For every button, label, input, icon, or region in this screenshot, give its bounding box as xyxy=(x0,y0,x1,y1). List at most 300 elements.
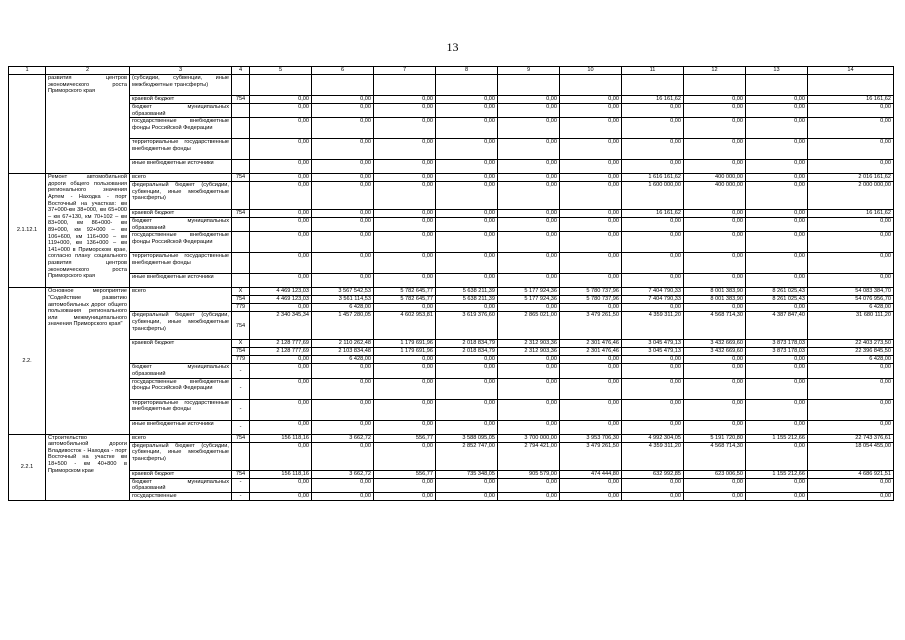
block2-row xyxy=(9,253,894,274)
value-cell-col12: 0,00 xyxy=(684,160,746,174)
value-cell-col6: 0,00 xyxy=(312,104,374,118)
value-cell-col12: 0,00 xyxy=(684,253,746,274)
value-cell-col10: 5 780 737,96 xyxy=(560,296,622,304)
header-col-8: 8 xyxy=(436,67,498,75)
value-cell-col10: 0,00 xyxy=(560,104,622,118)
value-cell-col9: 0,00 xyxy=(498,492,560,500)
funding-source-cell: федеральный бюджет (субсидии, субвенции, иные межбюджетные трансферты) xyxy=(130,442,232,470)
value-cell-col9: 2 312 903,36 xyxy=(498,340,560,348)
value-cell-col8: 0,00 xyxy=(436,399,498,420)
value-cell-col10: 3 479 261,50 xyxy=(560,312,622,340)
grbs-cell xyxy=(232,218,250,232)
value-cell-col5: 4 469 123,03 xyxy=(250,296,312,304)
value-cell-col10: 0,00 xyxy=(560,378,622,399)
value-cell-col6: 3 567 542,53 xyxy=(312,288,374,296)
value-cell-col10: 0,00 xyxy=(560,420,622,434)
value-cell-col10: 0,00 xyxy=(560,253,622,274)
funding-source-cell: территориальные государственные внебюджетные фонды xyxy=(130,139,232,160)
value-cell-col11: 0,00 xyxy=(622,492,684,500)
header-col-7: 7 xyxy=(374,67,436,75)
value-cell-col12: 0,00 xyxy=(684,492,746,500)
value-cell-col13: 0,00 xyxy=(746,304,808,312)
value-cell-col14: 0,00 xyxy=(808,232,894,253)
value-cell-col12: 3 432 669,60 xyxy=(684,348,746,356)
value-cell-col8: 0,00 xyxy=(436,232,498,253)
grbs-cell: 754 xyxy=(232,174,250,182)
value-cell-col6 xyxy=(312,75,374,96)
value-cell-col11: 0,00 xyxy=(622,218,684,232)
value-cell-col8: 0,00 xyxy=(436,160,498,174)
value-cell-col8: 2 018 834,79 xyxy=(436,348,498,356)
value-cell-col12 xyxy=(684,75,746,96)
value-cell-col12: 3 432 669,60 xyxy=(684,340,746,348)
grbs-cell: - xyxy=(232,420,250,434)
funding-source-cell: краевой бюджет xyxy=(130,210,232,218)
value-cell-col6: 0,00 xyxy=(312,442,374,470)
grbs-cell: - xyxy=(232,492,250,500)
value-cell-col7: 0,00 xyxy=(374,160,436,174)
value-cell-col5: 2 128 777,69 xyxy=(250,348,312,356)
grbs-cell xyxy=(232,442,250,470)
value-cell-col12: 8 001 383,90 xyxy=(684,288,746,296)
block2-row xyxy=(9,174,894,182)
value-cell-col12: 623 006,50 xyxy=(684,470,746,478)
value-cell-col6: 3 662,72 xyxy=(312,470,374,478)
value-cell-col10: 474 444,80 xyxy=(560,470,622,478)
value-cell-col12: 0,00 xyxy=(684,356,746,364)
value-cell-col11: 0,00 xyxy=(622,104,684,118)
value-cell-col14: 0,00 xyxy=(808,218,894,232)
value-cell-col9: 0,00 xyxy=(498,356,560,364)
value-cell-col8: 5 638 211,39 xyxy=(436,288,498,296)
value-cell-col14: 2 000 000,00 xyxy=(808,182,894,210)
value-cell-col10: 0,00 xyxy=(560,232,622,253)
funding-source-cell: бюджет муниципальных образований xyxy=(130,478,232,492)
value-cell-col13: 0,00 xyxy=(746,96,808,104)
value-cell-col7: 556,77 xyxy=(374,470,436,478)
value-cell-col10: 0,00 xyxy=(560,174,622,182)
value-cell-col9: 2 312 903,36 xyxy=(498,348,560,356)
value-cell-col7: 0,00 xyxy=(374,118,436,139)
value-cell-col12: 0,00 xyxy=(684,96,746,104)
value-cell-col10: 0,00 xyxy=(560,274,622,288)
value-cell-col7: 0,00 xyxy=(374,104,436,118)
block3-federal-row xyxy=(9,312,894,340)
grbs-cell xyxy=(232,232,250,253)
value-cell-col9: 0,00 xyxy=(498,174,560,182)
block3-row xyxy=(9,364,894,378)
value-cell-col12: 5 191 720,80 xyxy=(684,434,746,442)
value-cell-col12: 8 001 383,90 xyxy=(684,296,746,304)
value-cell-col14: 0,00 xyxy=(808,420,894,434)
grbs-cell: - xyxy=(232,378,250,399)
header-col-4: 4 xyxy=(232,67,250,75)
value-cell-col7: 0,00 xyxy=(374,139,436,160)
value-cell-col13: 0,00 xyxy=(746,442,808,470)
value-cell-col5: 2 340 345,34 xyxy=(250,312,312,340)
value-cell-col11: 0,00 xyxy=(622,304,684,312)
value-cell-col11: 0,00 xyxy=(622,378,684,399)
value-cell-col10: 0,00 xyxy=(560,118,622,139)
value-cell-col10: 0,00 xyxy=(560,96,622,104)
header-col-10: 10 xyxy=(560,67,622,75)
value-cell-col9: 0,00 xyxy=(498,364,560,378)
value-cell-col6: 2 103 834,48 xyxy=(312,348,374,356)
value-cell-col5: 0,00 xyxy=(250,160,312,174)
value-cell-col12: 0,00 xyxy=(684,304,746,312)
block2-row xyxy=(9,218,894,232)
header-col-6: 6 xyxy=(312,67,374,75)
value-cell-col7: 0,00 xyxy=(374,420,436,434)
value-cell-col13: 0,00 xyxy=(746,104,808,118)
value-cell-col11: 3 045 479,13 xyxy=(622,348,684,356)
value-cell-col7: 0,00 xyxy=(374,210,436,218)
value-cell-col14: 0,00 xyxy=(808,160,894,174)
value-cell-col13: 0,00 xyxy=(746,160,808,174)
value-cell-col12: 0,00 xyxy=(684,364,746,378)
value-cell-col8: 0,00 xyxy=(436,420,498,434)
value-cell-col13: 0,00 xyxy=(746,174,808,182)
value-cell-col13: 0,00 xyxy=(746,356,808,364)
value-cell-col6: 0,00 xyxy=(312,420,374,434)
value-cell-col14: 0,00 xyxy=(808,492,894,500)
value-cell-col12: 0,00 xyxy=(684,274,746,288)
funding-source-cell: краевой бюджет xyxy=(130,340,232,364)
value-cell-col13: 0,00 xyxy=(746,218,808,232)
value-cell-col7: 1 179 691,96 xyxy=(374,340,436,348)
value-cell-col11: 1 600 000,00 xyxy=(622,182,684,210)
value-cell-col11: 0,00 xyxy=(622,420,684,434)
grbs-cell: 779 xyxy=(232,356,250,364)
value-cell-col9: 0,00 xyxy=(498,478,560,492)
value-cell-col9: 0,00 xyxy=(498,210,560,218)
value-cell-col5: 0,00 xyxy=(250,478,312,492)
value-cell-col9: 0,00 xyxy=(498,139,560,160)
funding-source-cell: всего xyxy=(130,434,232,442)
value-cell-col11: 0,00 xyxy=(622,478,684,492)
value-cell-col8: 0,00 xyxy=(436,118,498,139)
value-cell-col13: 4 387 847,40 xyxy=(746,312,808,340)
value-cell-col10: 2 301 476,46 xyxy=(560,340,622,348)
grbs-cell: 754 xyxy=(232,96,250,104)
value-cell-col13: 1 155 212,66 xyxy=(746,434,808,442)
block2-row xyxy=(9,232,894,253)
value-cell-col7: 0,00 xyxy=(374,378,436,399)
value-cell-col5: 0,00 xyxy=(250,118,312,139)
funding-source-cell: государственные xyxy=(130,492,232,500)
header-col-3: 3 xyxy=(130,67,232,75)
funding-source-cell: (субсидии, субвенции, иные межбюджетные трансферты) xyxy=(130,75,232,96)
value-cell-col8: 0,00 xyxy=(436,104,498,118)
block3-name-cell: Основное мероприятие "Содействие развитию автомобильных дорог общего пользования регионального или межмуниципального значения Приморского края" xyxy=(46,288,130,434)
value-cell-col7: 0,00 xyxy=(374,356,436,364)
funding-source-cell: бюджет муниципальных образований xyxy=(130,364,232,378)
value-cell-col6: 1 457 280,05 xyxy=(312,312,374,340)
funding-source-cell: федеральный бюджет (субсидии, субвенции, иные межбюджетные трансферты) xyxy=(130,312,232,340)
value-cell-col14: 0,00 xyxy=(808,104,894,118)
value-cell-col6: 6 428,00 xyxy=(312,304,374,312)
value-cell-col8: 0,00 xyxy=(436,274,498,288)
value-cell-col12: 4 568 714,30 xyxy=(684,442,746,470)
block3-code-cell: 2.2. xyxy=(9,288,46,434)
block1-row xyxy=(9,75,894,96)
grbs-cell: 754 xyxy=(232,210,250,218)
value-cell-col7: 0,00 xyxy=(374,182,436,210)
budget-table xyxy=(8,66,894,501)
value-cell-col6: 0,00 xyxy=(312,96,374,104)
value-cell-col14: 0,00 xyxy=(808,253,894,274)
value-cell-col9: 0,00 xyxy=(498,182,560,210)
value-cell-col6: 0,00 xyxy=(312,232,374,253)
value-cell-col10: 0,00 xyxy=(560,218,622,232)
value-cell-col14: 54 083 384,70 xyxy=(808,288,894,296)
value-cell-col8 xyxy=(436,75,498,96)
value-cell-col11: 0,00 xyxy=(622,118,684,139)
value-cell-col7: 0,00 xyxy=(374,253,436,274)
value-cell-col10: 3 953 706,30 xyxy=(560,434,622,442)
header-col-2: 2 xyxy=(46,67,130,75)
value-cell-col13: 0,00 xyxy=(746,118,808,139)
value-cell-col14: 16 161,62 xyxy=(808,210,894,218)
value-cell-col9: 905 579,00 xyxy=(498,470,560,478)
value-cell-col13: 0,00 xyxy=(746,182,808,210)
value-cell-col7: 556,77 xyxy=(374,434,436,442)
funding-source-cell: иные внебюджетные источники xyxy=(130,274,232,288)
grbs-cell xyxy=(232,139,250,160)
value-cell-col9: 2 794 421,00 xyxy=(498,442,560,470)
grbs-cell: X xyxy=(232,288,250,296)
value-cell-col12: 0,00 xyxy=(684,210,746,218)
grbs-cell: 754 xyxy=(232,434,250,442)
value-cell-col9: 5 177 924,36 xyxy=(498,288,560,296)
value-cell-col13: 0,00 xyxy=(746,232,808,253)
value-cell-col5: 4 469 123,03 xyxy=(250,288,312,296)
value-cell-col13: 0,00 xyxy=(746,478,808,492)
value-cell-col9: 0,00 xyxy=(498,118,560,139)
value-cell-col7: 0,00 xyxy=(374,218,436,232)
value-cell-col6: 0,00 xyxy=(312,274,374,288)
value-cell-col14: 2 016 161,62 xyxy=(808,174,894,182)
value-cell-col10: 0,00 xyxy=(560,399,622,420)
value-cell-col5: 0,00 xyxy=(250,232,312,253)
value-cell-col7: 0,00 xyxy=(374,232,436,253)
value-cell-col5: 0,00 xyxy=(250,304,312,312)
grbs-cell xyxy=(232,118,250,139)
block4-row xyxy=(9,492,894,500)
value-cell-col5: 0,00 xyxy=(250,356,312,364)
value-cell-col11: 7 404 790,33 xyxy=(622,296,684,304)
value-cell-col14: 22 403 273,50 xyxy=(808,340,894,348)
table-header-row xyxy=(9,67,894,75)
value-cell-col11: 1 616 161,62 xyxy=(622,174,684,182)
block3-row xyxy=(9,378,894,399)
value-cell-col5: 156 118,16 xyxy=(250,470,312,478)
value-cell-col11: 0,00 xyxy=(622,356,684,364)
block2-code-cell: 2.1.12.1 xyxy=(9,174,46,288)
value-cell-col13: 0,00 xyxy=(746,253,808,274)
value-cell-col8: 0,00 xyxy=(436,174,498,182)
value-cell-col6: 0,00 xyxy=(312,139,374,160)
value-cell-col6: 6 428,00 xyxy=(312,356,374,364)
value-cell-col6: 0,00 xyxy=(312,399,374,420)
funding-source-cell: государственные внебюджетные фонды Российской Федерации xyxy=(130,118,232,139)
value-cell-col12: 0,00 xyxy=(684,399,746,420)
grbs-cell xyxy=(232,75,250,96)
value-cell-col10: 0,00 xyxy=(560,492,622,500)
value-cell-col9: 0,00 xyxy=(498,96,560,104)
value-cell-col5: 0,00 xyxy=(250,442,312,470)
grbs-cell: - xyxy=(232,364,250,378)
value-cell-col14: 22 396 845,50 xyxy=(808,348,894,356)
value-cell-col14: 0,00 xyxy=(808,364,894,378)
value-cell-col10: 0,00 xyxy=(560,210,622,218)
value-cell-col6: 0,00 xyxy=(312,492,374,500)
block3-row xyxy=(9,420,894,434)
value-cell-col13: 0,00 xyxy=(746,139,808,160)
value-cell-col8: 0,00 xyxy=(436,304,498,312)
header-col-5: 5 xyxy=(250,67,312,75)
value-cell-col13: 0,00 xyxy=(746,378,808,399)
value-cell-col13: 0,00 xyxy=(746,274,808,288)
value-cell-col5: 0,00 xyxy=(250,174,312,182)
value-cell-col10: 2 301 476,46 xyxy=(560,348,622,356)
block4-row xyxy=(9,470,894,478)
value-cell-col7: 0,00 xyxy=(374,96,436,104)
block1-row xyxy=(9,139,894,160)
value-cell-col14: 22 743 376,61 xyxy=(808,434,894,442)
value-cell-col11: 0,00 xyxy=(622,364,684,378)
value-cell-col7: 0,00 xyxy=(374,274,436,288)
value-cell-col13: 8 261 025,43 xyxy=(746,296,808,304)
value-cell-col10: 0,00 xyxy=(560,139,622,160)
value-cell-col8: 0,00 xyxy=(436,492,498,500)
value-cell-col7: 1 179 691,96 xyxy=(374,348,436,356)
funding-source-cell: государственные внебюджетные фонды Российской Федерации xyxy=(130,378,232,399)
value-cell-col11: 0,00 xyxy=(622,160,684,174)
value-cell-col13: 1 155 212,66 xyxy=(746,470,808,478)
value-cell-col11: 4 359 311,20 xyxy=(622,312,684,340)
value-cell-col10: 0,00 xyxy=(560,356,622,364)
value-cell-col7: 0,00 xyxy=(374,492,436,500)
value-cell-col6: 0,00 xyxy=(312,118,374,139)
funding-source-cell: краевой бюджет xyxy=(130,96,232,104)
value-cell-col13: 0,00 xyxy=(746,210,808,218)
value-cell-col8: 2 018 834,79 xyxy=(436,340,498,348)
value-cell-col12: 400 000,00 xyxy=(684,182,746,210)
value-cell-col8: 0,00 xyxy=(436,364,498,378)
block1-row xyxy=(9,104,894,118)
value-cell-col9 xyxy=(498,75,560,96)
grbs-cell: 754 xyxy=(232,296,250,304)
value-cell-col8: 3 619 376,60 xyxy=(436,312,498,340)
value-cell-col7: 4 602 953,81 xyxy=(374,312,436,340)
value-cell-col6: 0,00 xyxy=(312,253,374,274)
value-cell-col7: 0,00 xyxy=(374,174,436,182)
value-cell-col13: 3 873 178,03 xyxy=(746,340,808,348)
value-cell-col8: 0,00 xyxy=(436,253,498,274)
value-cell-col14: 0,00 xyxy=(808,399,894,420)
value-cell-col5 xyxy=(250,75,312,96)
value-cell-col13: 0,00 xyxy=(746,399,808,420)
funding-source-cell: государственные внебюджетные фонды Российской Федерации xyxy=(130,232,232,253)
block1-name-cell: развития центров экономического роста Приморского края xyxy=(46,75,130,174)
grbs-cell xyxy=(232,182,250,210)
value-cell-col14: 54 076 956,70 xyxy=(808,296,894,304)
value-cell-col10: 5 780 737,96 xyxy=(560,288,622,296)
value-cell-col9: 0,00 xyxy=(498,104,560,118)
value-cell-col14: 0,00 xyxy=(808,478,894,492)
funding-source-cell: территориальные государственные внебюджетные фонды xyxy=(130,253,232,274)
value-cell-col14: 6 428,00 xyxy=(808,356,894,364)
header-col-12: 12 xyxy=(684,67,746,75)
header-col-13: 13 xyxy=(746,67,808,75)
value-cell-col8: 5 638 211,39 xyxy=(436,296,498,304)
funding-source-cell: всего xyxy=(130,174,232,182)
value-cell-col5: 0,00 xyxy=(250,274,312,288)
value-cell-col9: 0,00 xyxy=(498,399,560,420)
value-cell-col5: 0,00 xyxy=(250,182,312,210)
value-cell-col10: 0,00 xyxy=(560,364,622,378)
block2-row xyxy=(9,210,894,218)
value-cell-col9: 0,00 xyxy=(498,160,560,174)
block1-row xyxy=(9,96,894,104)
grbs-cell: 754 xyxy=(232,312,250,340)
value-cell-col8: 0,00 xyxy=(436,218,498,232)
header-col-9: 9 xyxy=(498,67,560,75)
grbs-cell: 754 xyxy=(232,470,250,478)
value-cell-col8: 2 852 747,00 xyxy=(436,442,498,470)
value-cell-col6: 0,00 xyxy=(312,160,374,174)
grbs-cell xyxy=(232,274,250,288)
value-cell-col10 xyxy=(560,75,622,96)
value-cell-col5: 0,00 xyxy=(250,96,312,104)
value-cell-col12: 0,00 xyxy=(684,232,746,253)
block4-code-cell: 2.2.1 xyxy=(9,434,46,500)
value-cell-col8: 0,00 xyxy=(436,210,498,218)
value-cell-col6: 0,00 xyxy=(312,378,374,399)
value-cell-col14: 4 686 921,51 xyxy=(808,470,894,478)
value-cell-col5: 0,00 xyxy=(250,139,312,160)
value-cell-col12: 0,00 xyxy=(684,104,746,118)
value-cell-col9: 0,00 xyxy=(498,232,560,253)
value-cell-col11: 0,00 xyxy=(622,399,684,420)
value-cell-col7: 0,00 xyxy=(374,399,436,420)
value-cell-col9: 3 700 000,00 xyxy=(498,434,560,442)
value-cell-col8: 0,00 xyxy=(436,378,498,399)
block3-total-row xyxy=(9,288,894,296)
value-cell-col8: 0,00 xyxy=(436,356,498,364)
value-cell-col7 xyxy=(374,75,436,96)
value-cell-col9: 0,00 xyxy=(498,378,560,399)
funding-source-cell: территориальные государственные внебюджетные фонды xyxy=(130,399,232,420)
grbs-cell xyxy=(232,253,250,274)
value-cell-col11: 632 992,85 xyxy=(622,470,684,478)
value-cell-col5: 156 118,16 xyxy=(250,434,312,442)
value-cell-col14: 0,00 xyxy=(808,378,894,399)
value-cell-col12: 4 568 714,30 xyxy=(684,312,746,340)
value-cell-col13: 0,00 xyxy=(746,364,808,378)
page-number: 13 xyxy=(446,40,459,54)
value-cell-col6: 0,00 xyxy=(312,364,374,378)
grbs-cell xyxy=(232,104,250,118)
value-cell-col11: 4 992 304,05 xyxy=(622,434,684,442)
value-cell-col9: 0,00 xyxy=(498,218,560,232)
value-cell-col5: 0,00 xyxy=(250,364,312,378)
value-cell-col14: 31 680 111,20 xyxy=(808,312,894,340)
value-cell-col6: 0,00 xyxy=(312,478,374,492)
value-cell-col6: 3 662,72 xyxy=(312,434,374,442)
value-cell-col9: 0,00 xyxy=(498,274,560,288)
